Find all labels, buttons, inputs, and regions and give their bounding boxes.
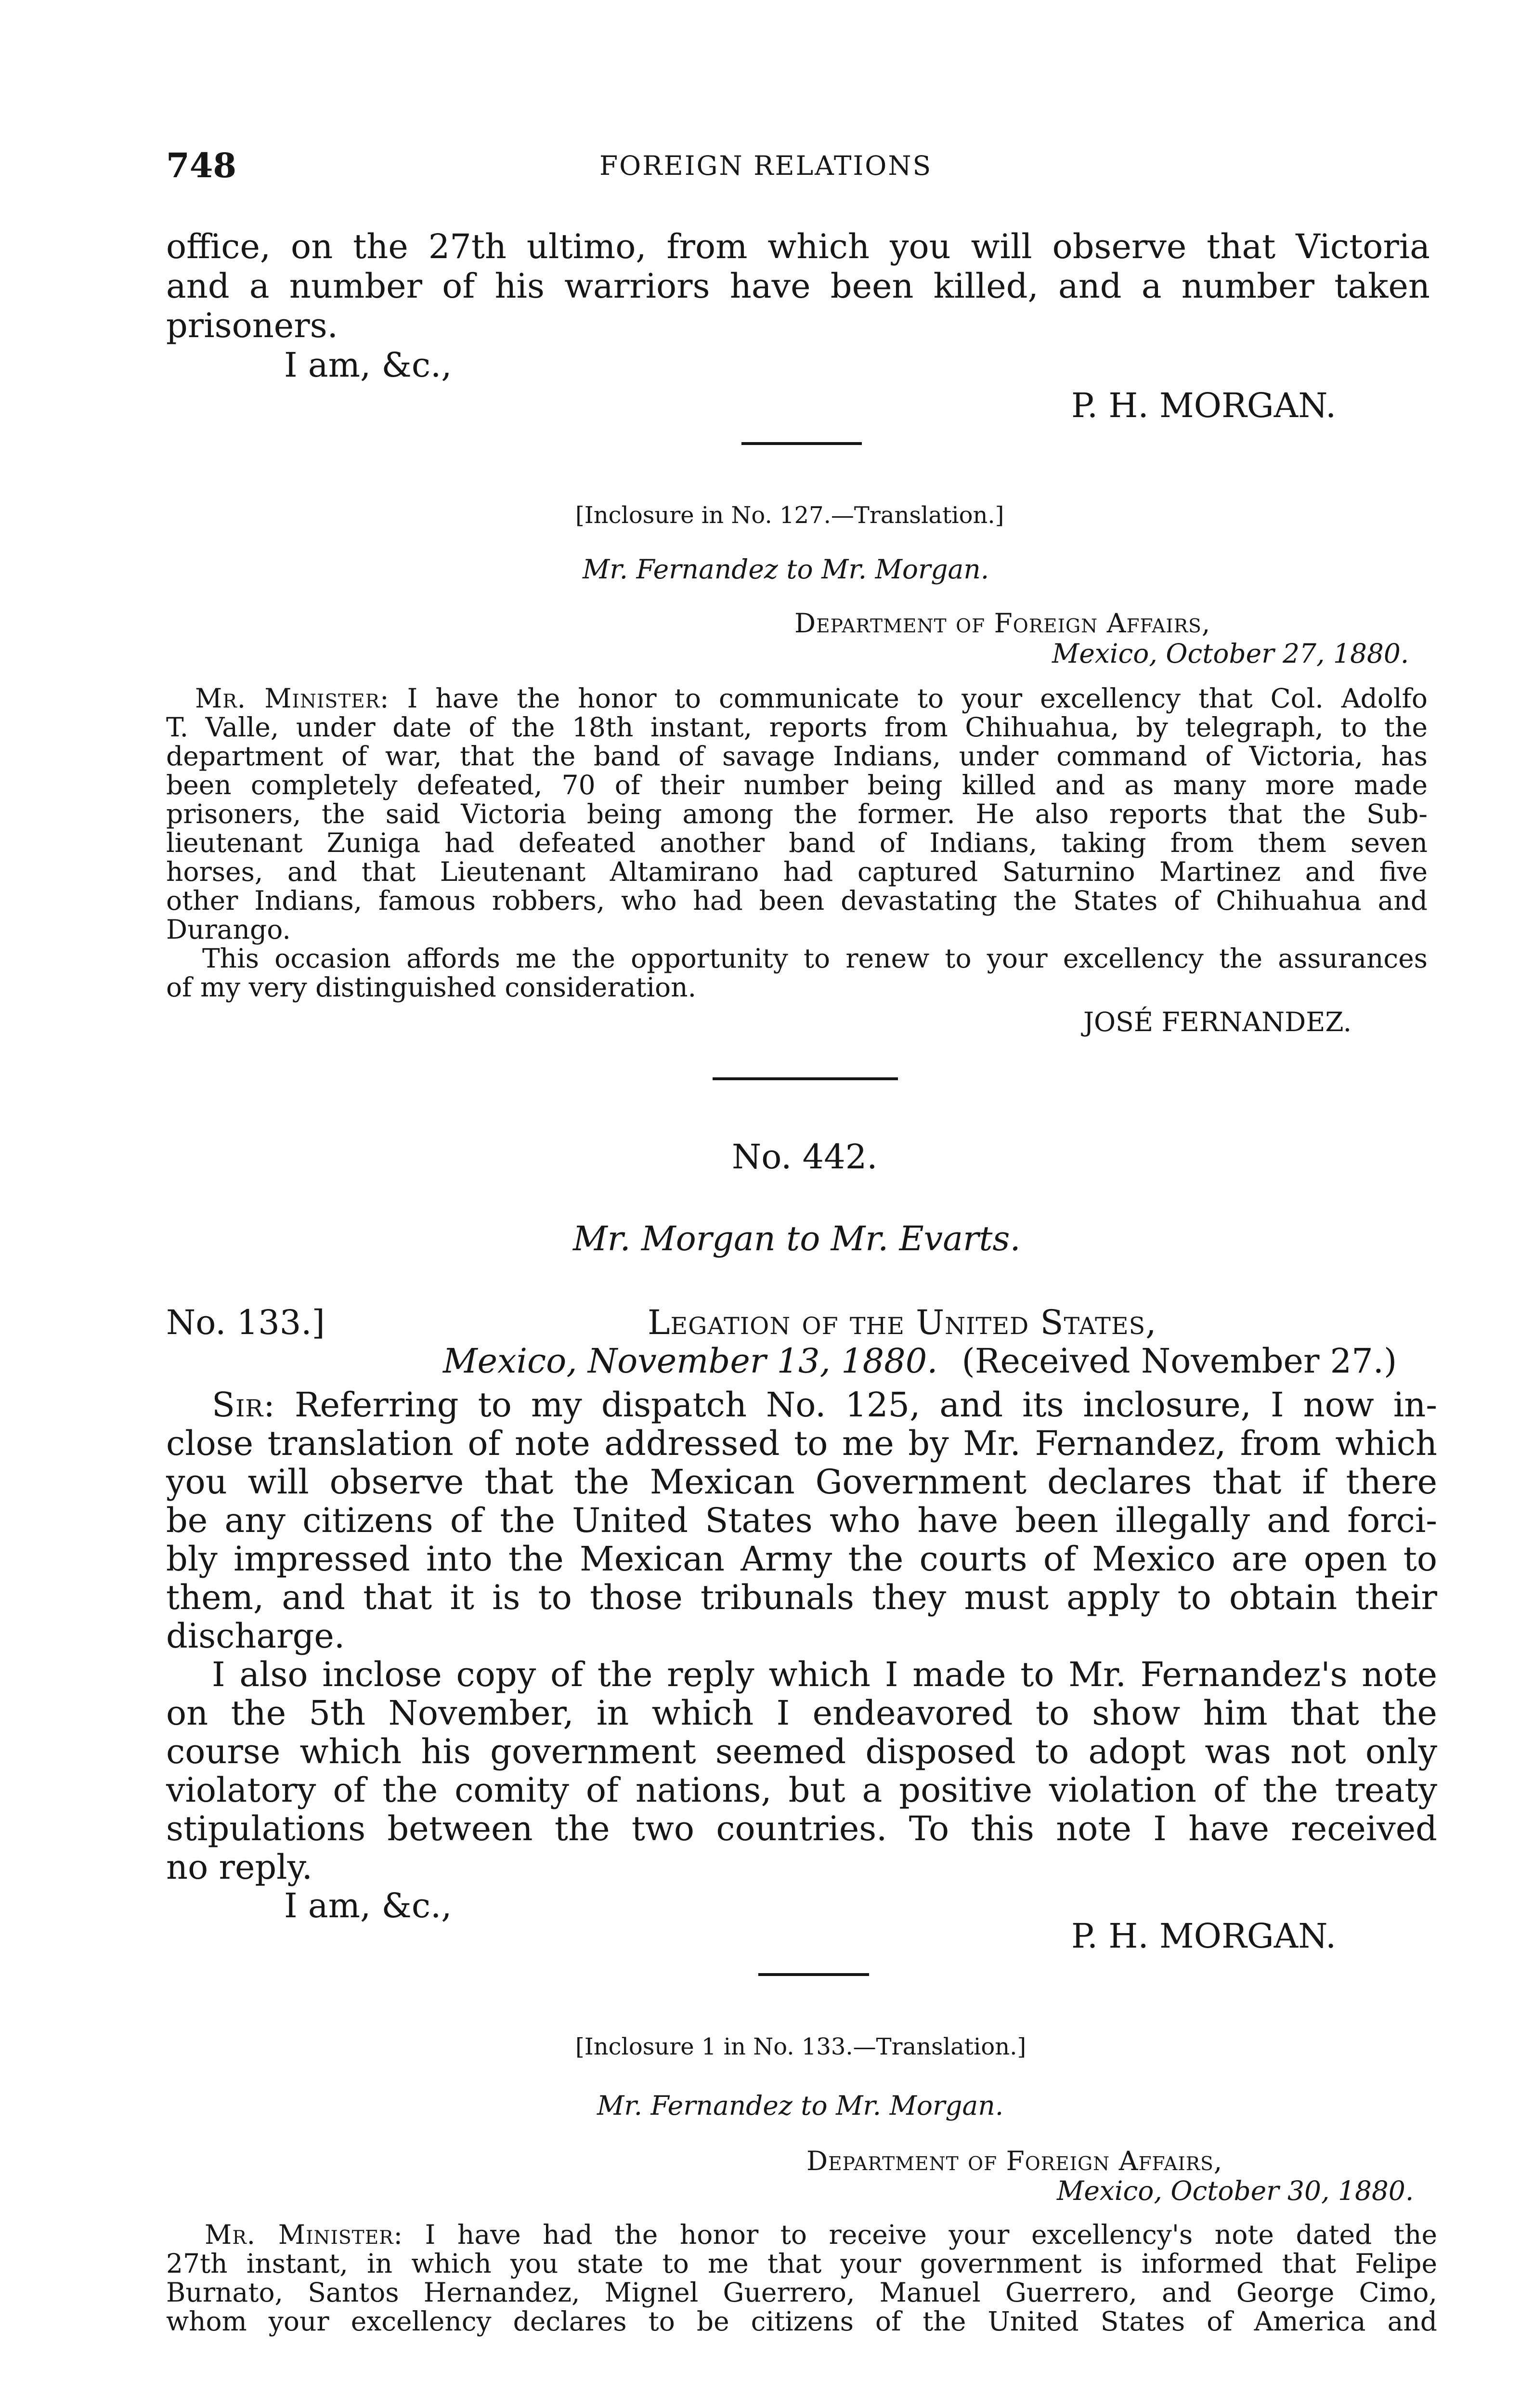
letter-title: Mr. Fernandez to Mr. Morgan.	[597, 2090, 1004, 2121]
dateline: Department of Foreign Affairs,	[794, 608, 1211, 639]
dateline-date: Mexico, October 27, 1880.	[1052, 638, 1409, 669]
inclosure-heading: [Inclosure 1 in No. 133.—Translation.]	[575, 2033, 1026, 2060]
text-line: Durango.	[166, 914, 291, 945]
text-line: and a number of his warriors have been killed, and a number taken	[166, 266, 1430, 306]
dateline-date: Mexico, October 30, 1880.	[1057, 2175, 1414, 2206]
text-line: violatory of the comity of nations, but a positive violation of the treaty	[166, 1770, 1437, 1810]
signature: P. H. MORGAN.	[1071, 1916, 1337, 1956]
text-line: Mr. Minister: I have had the honor to receive your excellency's note dated the	[205, 2219, 1438, 2250]
text-line: I also inclose copy of the reply which I made to Mr. Fernandez's note	[212, 1655, 1437, 1694]
divider	[713, 1077, 898, 1080]
text-line: bly impressed into the Mexican Army the courts of Mexico are open to	[166, 1539, 1437, 1579]
text-line: 27th instant, in which you state to me that your government is informed that Felipe	[166, 2248, 1437, 2279]
letter-title: Mr. Fernandez to Mr. Morgan.	[583, 554, 989, 585]
divider	[741, 442, 862, 445]
text-line: on the 5th November, in which I endeavored to show him that the	[166, 1693, 1437, 1733]
running-title: FOREIGN RELATIONS	[599, 150, 933, 181]
text-line: office, on the 27th ultimo, from which you will observe that Victoria	[166, 227, 1430, 266]
text-line: Burnato, Santos Hernandez, Mignel Guerrero, Manuel Guerrero, and George Cimo,	[166, 2277, 1437, 2308]
text-line: horses, and that Lieutenant Altamirano had captured Saturnino Martinez and five	[166, 856, 1428, 887]
text-line: prisoners, the said Victoria being among the former. He also reports that the Sub-	[166, 798, 1428, 829]
divider	[758, 1973, 869, 1976]
text-line: Sir: Referring to my dispatch No. 125, and its inclosure, I now in-	[212, 1385, 1437, 1425]
text-line: been completely defeated, 70 of their number being killed and as many more made	[166, 770, 1428, 800]
salutation: Mr. Minister:	[205, 2219, 403, 2250]
text-line: discharge.	[166, 1616, 345, 1656]
text-line: no reply.	[166, 1847, 313, 1887]
salutation: Mr. Minister:	[195, 683, 390, 714]
document-number: No. 442.	[732, 1137, 878, 1177]
text-line: of my very distinguished consideration.	[166, 972, 697, 1003]
text-line: This occasion affords me the opportunity to renew to your excellency the assurances	[202, 943, 1428, 974]
text-line: Mr. Minister: I have the honor to communicate to your excellency that Col. Adolfo	[195, 683, 1428, 714]
inclosure-heading: [Inclosure in No. 127.—Translation.]	[575, 502, 1004, 529]
text-line: stipulations between the two countries. To this note I have received	[166, 1809, 1437, 1848]
letter-title: Mr. Morgan to Mr. Evarts.	[573, 1219, 1021, 1258]
text-line: course which his government seemed disposed to adopt was not only	[166, 1732, 1437, 1771]
received-note: (Received November 27.)	[961, 1341, 1397, 1381]
salutation: Sir:	[212, 1385, 275, 1425]
signature: JOSÉ FERNANDEZ.	[1083, 1007, 1352, 1037]
text-line: T. Valle, under date of the 18th instant, reports from Chihuahua, by telegraph, to the	[166, 712, 1428, 743]
dateline: Legation of the United States,	[648, 1303, 1157, 1342]
text-line: whom your excellency declares to be citizens of the United States of America and	[166, 2306, 1437, 2337]
closing: I am, &c.,	[284, 1886, 452, 1925]
text-line: other Indians, famous robbers, who had been devastating the States of Chihuahua and	[166, 885, 1428, 916]
signature: P. H. MORGAN.	[1071, 386, 1337, 425]
text-line: department of war, that the band of savage Indians, under command of Victoria, has	[166, 741, 1428, 772]
dateline: Department of Foreign Affairs,	[806, 2146, 1223, 2176]
text-line: be any citizens of the United States who have been illegally and forci-	[166, 1501, 1437, 1540]
text-line: close translation of note addressed to me by Mr. Fernandez, from which	[166, 1424, 1437, 1463]
page-number: 748	[166, 145, 237, 185]
text-line: you will observe that the Mexican Government declares that if there	[166, 1462, 1437, 1502]
dateline-date: Mexico, November 13, 1880. (Received November 27.)	[443, 1341, 1397, 1381]
text-line: prisoners.	[166, 306, 338, 345]
closing: I am, &c.,	[284, 345, 452, 385]
text-line: lieutenant Zuniga had defeated another band of Indians, taking from them seven	[166, 827, 1428, 858]
dispatch-ref: No. 133.]	[166, 1303, 325, 1342]
text-line: them, and that it is to those tribunals they must apply to obtain their	[166, 1578, 1437, 1617]
